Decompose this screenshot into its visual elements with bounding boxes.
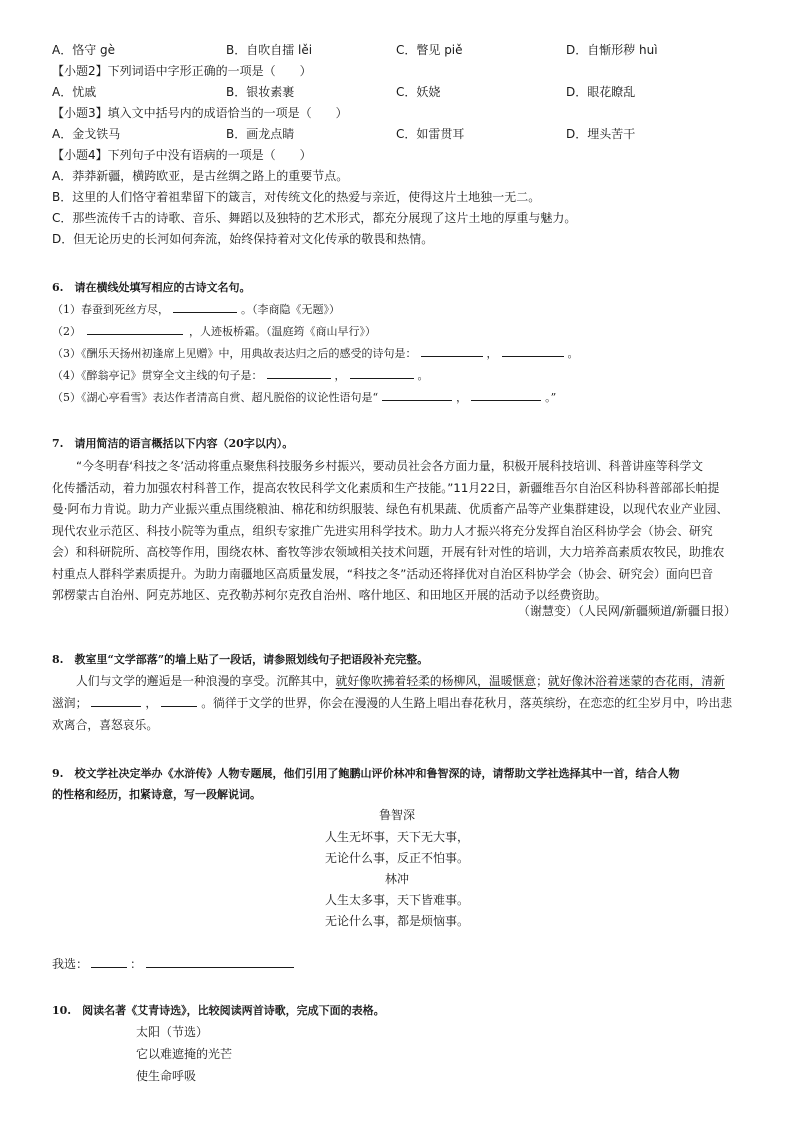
- q8-text: 滋润: [52, 696, 76, 710]
- answer-blank[interactable]: [87, 322, 183, 335]
- q6-item-text: ，: [456, 391, 468, 404]
- poem-title-luzhishen: 鲁智深: [378, 808, 415, 822]
- poem-line: 无论什么事，反正不怕事。: [324, 851, 469, 865]
- answer-blank[interactable]: [502, 344, 564, 357]
- q6-item-text: ，: [334, 369, 346, 382]
- q6-item-text: （1）春蚕到死丝方尽，: [52, 303, 169, 316]
- q3-stem: 【小题3】填入文中括号内的成语恰当的一项是（ ）: [52, 106, 348, 120]
- option-label: D．眼花瞭乱: [566, 85, 636, 99]
- q8-line-2: [52, 694, 732, 712]
- q8-text: ，: [145, 696, 158, 710]
- poem-line: 它以难遮掩的光芒: [136, 1047, 233, 1061]
- q6-item-2: [52, 322, 376, 341]
- q1-option-c[interactable]: [396, 41, 463, 59]
- choice-blank[interactable]: [91, 955, 127, 968]
- q6-item-text: 。: [567, 347, 579, 360]
- q6-item-text: 。”: [545, 391, 557, 404]
- answer-blank[interactable]: [421, 344, 483, 357]
- q6-item-text: 。: [417, 369, 429, 382]
- q8-text: 。徜徉于文学的世界，你会在漫漫的人生路上唱出春花秋月，落英缤纷，在恋恋的红尘岁月中，吟出悲: [201, 696, 733, 710]
- q8-text: 人们与文学的邂逅是一种浪漫的享受。沉醉其中，: [76, 674, 336, 688]
- commentary-blank[interactable]: [146, 955, 294, 968]
- q7-passage: [52, 456, 742, 607]
- poem-line: 无论什么事，都是烦恼事。: [324, 914, 469, 928]
- option-label: A．恪守 gè: [52, 43, 116, 57]
- q8-line-3: 欢离合，喜怒哀乐。: [52, 718, 159, 732]
- q10-stem: 10. 阅读名著《艾青诗选》，比较阅读两首诗歌，完成下面的表格。: [52, 1004, 385, 1017]
- option-label: A．忧戚: [52, 85, 97, 99]
- q6-item-3: [52, 344, 579, 363]
- q7-passage-line: 会）和科研院所、高校等作用，围绕农林、畜牧等涉农领域相关技术问题，开展有针对性的培训，大力培养高素质农牧民，助推农: [52, 545, 725, 559]
- q4-option-a[interactable]: A．莽莽新疆，横跨欧亚，是古丝绸之路上的重要节点。: [52, 169, 349, 183]
- answer-blank[interactable]: [382, 388, 452, 401]
- option-label: D．埋头苦干: [566, 127, 636, 141]
- q6-item-text: 。（李商隐《无题》）: [241, 303, 340, 316]
- q6-item-4: [52, 366, 429, 385]
- answer-blank[interactable]: [267, 366, 331, 379]
- q8-line-1: [76, 672, 725, 690]
- q8-underlined-sentence: 就好像沐浴着迷蒙的杏花雨，清新: [547, 674, 725, 688]
- q4-option-d[interactable]: D．但无论历史的长河如何奔流，始终保持着对文化传承的敬畏和热情。: [52, 232, 434, 246]
- option-label: A．金戈铁马: [52, 127, 121, 141]
- q1-option-d[interactable]: [566, 41, 658, 59]
- answer-blank[interactable]: [91, 694, 141, 707]
- answer-blank[interactable]: [350, 366, 414, 379]
- q6-item-text: ，: [486, 347, 498, 360]
- q7-passage-line: 现代农业示范区、科技小院等为重点，组织专家推广先进实用科学技术。助力人才振兴将充分发挥自治区科协学会（协会、研究: [52, 523, 713, 538]
- poem-line: 人生太多事，天下皆难事。: [324, 893, 469, 907]
- option-label: B．自吹自擂 lěi: [226, 43, 313, 57]
- option-label: D．自惭形秽 huì: [566, 43, 658, 57]
- q8-text: ；: [536, 674, 548, 688]
- q7-passage-line: 郭楞蒙古自治州、阿克苏地区、克孜勒苏柯尔克孜自治州、喀什地区、和田地区开展的活动予以经费资助。: [52, 588, 607, 602]
- option-label: C．瞥见 piě: [396, 43, 463, 57]
- q6-item-text: （2）: [52, 325, 81, 338]
- q7-passage-line: 曼·阿布力肯说。助力产业振兴重点围绕粮油、棉花和纺织服装、绿色有机果蔬、优质畜产品等产业集群建设，以现代农业产业园、: [52, 502, 729, 516]
- poem-line: 使生命呼吸: [136, 1069, 197, 1083]
- q8-stem: 8. 教室里“文学部落”的墙上贴了一段话，请参照划线句子把语段补充完整。: [52, 653, 429, 666]
- answer-blank[interactable]: [161, 694, 197, 707]
- q3-option-b[interactable]: [226, 125, 294, 143]
- q6-item-1: [52, 300, 340, 319]
- q8-text: ；: [75, 696, 88, 710]
- q2-option-b[interactable]: [226, 83, 294, 101]
- q2-option-d[interactable]: [566, 83, 635, 101]
- q3-option-a[interactable]: [52, 125, 120, 143]
- option-label: C．妖娆: [396, 85, 441, 99]
- q2-option-c[interactable]: [396, 83, 440, 101]
- q9-choice-colon: ：: [130, 957, 143, 971]
- q9-stem-line-1: 9. 校文学社决定举办《水浒传》人物专题展，他们引用了鲍鹏山评价林冲和鲁智深的诗，请帮助文学社选择其中一首，结合人物: [52, 767, 680, 780]
- q6-item-5: [52, 388, 556, 407]
- option-label: C．如雷贯耳: [396, 127, 465, 141]
- poem-line: 人生无坏事，天下无大事，: [324, 830, 469, 844]
- q6-item-text: （5）《湖心亭看雪》表达作者清高自赏、超凡脱俗的议论性语句是“: [52, 391, 379, 404]
- q7-passage-line: “今冬明春‘科技之冬’活动将重点聚焦科技服务乡村振兴，要动员社会各方面力量，积极开展科技培训、科普讲座等科学文: [76, 459, 704, 473]
- q1-option-a[interactable]: [52, 41, 115, 59]
- q6-item-text: （4）《醉翁亭记》贯穿全文主线的句子是：: [52, 369, 263, 382]
- q7-source: （谢慧变）（人民网/新疆频道/新疆日报）: [517, 604, 736, 618]
- option-label: B．画龙点睛: [226, 127, 295, 141]
- q2-stem: 【小题2】下列词语中字形正确的一项是（ ）: [52, 64, 312, 78]
- q9-stem-line-2: 的性格和经历，扣紧诗意，写一段解说词。: [52, 788, 261, 801]
- q6-stem: 6. 请在横线处填写相应的古诗文名句。: [52, 281, 251, 294]
- q6-item-text: ，人迹板桥霜。（温庭筠《商山早行》）: [189, 325, 376, 338]
- q7-stem: 7. 请用简洁的语言概括以下内容（20字以内）。: [52, 437, 294, 450]
- q7-passage-line: 村重点人群科学素质提升。为助力南疆地区高质量发展，“科技之冬”活动还将择优对自治区科协学会（协会、研究会）面向巴音: [52, 566, 714, 581]
- poem-title-linchong: 林冲: [384, 872, 409, 886]
- q2-option-a[interactable]: [52, 83, 96, 101]
- q8-underlined-sentence: 就好像吹拂着轻柔的杨柳风，温暖惬意: [335, 674, 537, 688]
- q6-item-text: （3）《酬乐天扬州初逢席上见赠》中，用典故表达归之后的感受的诗句是：: [52, 347, 417, 360]
- option-label: B．银妆素裹: [226, 85, 295, 99]
- answer-blank[interactable]: [471, 388, 541, 401]
- q3-option-d[interactable]: [566, 125, 635, 143]
- q9-choice-row: [52, 955, 294, 973]
- q9-choice-label: 我选：: [52, 957, 89, 971]
- q3-option-c[interactable]: [396, 125, 464, 143]
- poem-title-sun: 太阳（节选）: [136, 1025, 209, 1039]
- q4-option-b[interactable]: B．这里的人们恪守着祖辈留下的箴言，对传统文化的热爱与亲近，使得这片土地独一无二。: [52, 190, 541, 204]
- q7-passage-line: 化传播活动，着力加强农村科普工作，提高农牧民科学文化素质和生产技能。”11月22日，新疆维吾尔自治区科协科普部部长帕提: [52, 480, 720, 495]
- q4-option-c[interactable]: C．那些流传千古的诗歌、音乐、舞蹈以及独特的艺术形式，都充分展现了这片土地的厚重与魅力。: [52, 211, 577, 225]
- answer-blank[interactable]: [173, 300, 237, 313]
- q4-stem: 【小题4】下列句子中没有语病的一项是（ ）: [52, 148, 312, 162]
- q1-option-b[interactable]: [226, 41, 312, 59]
